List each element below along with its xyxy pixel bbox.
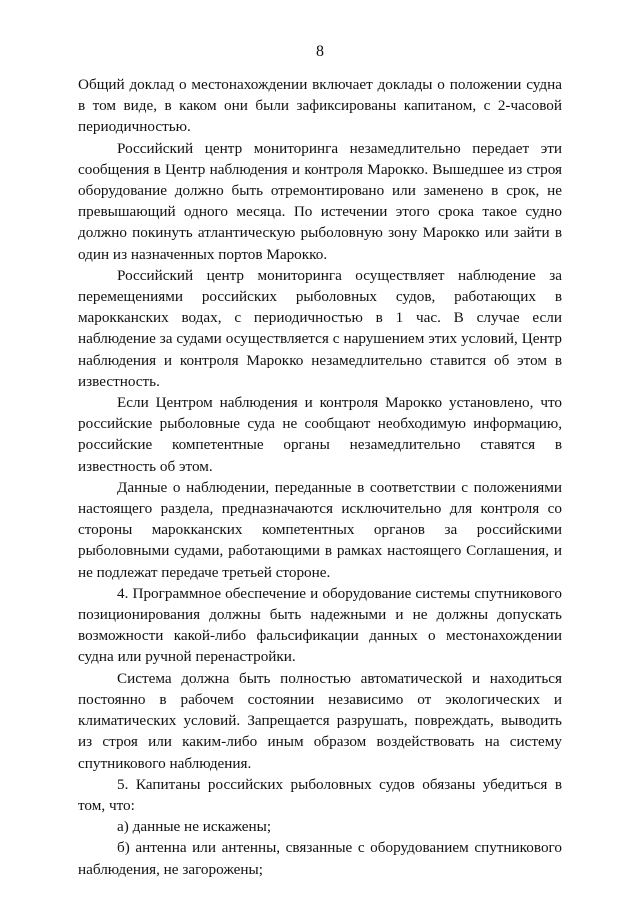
paragraph-section-5-captains-duty: 5. Капитаны российских рыболовных судов обязаны убедиться в том, что: xyxy=(78,775,562,814)
document-body xyxy=(78,74,562,880)
paragraph-general-report: Общий доклад о местонахождении включает доклады о положении судна в том виде, в каком они были зафиксированы капитаном, с 2-часовой периодичностью. xyxy=(78,76,562,136)
paragraph-vessel-tracking-frequency: Российский центр мониторинга осуществляет наблюдение за перемещениями российских рыболовных судов, работающих в марокканских водах, с периодичностью в 1 час. В случае если наблюдение за судами осуществляется с нарушением этих условий, Центр наблюдения и контроля Марокко незамедлительно ставится об этом в известность. xyxy=(78,266,562,390)
list-item-b: б) антенна или антенны, связанные с оборудованием спутникового наблюдения, не загорожены; xyxy=(78,839,562,878)
page-number: 8 xyxy=(316,43,324,60)
paragraph-monitoring-center-transmission: Российский центр мониторинга незамедлительно передает эти сообщения в Центр наблюдения и контроля Марокко. Вышедшее из строя оборудование должно быть отремонтировано или заменено в срок, не превышающий одного месяца. По истечении этого срока такое судно должно покинуть атлантическую рыболовную зону Марокко или зайти в один из назначенных портов Марокко. xyxy=(78,139,562,263)
paragraph-data-usage: Данные о наблюдении, переданные в соответствии с положениями настоящего раздела, предназначаются исключительно для контроля со стороны марокканских компетентных органов за российскими рыболовными судами, работающими в рамках настоящего Соглашения, и не подлежат передаче третьей стороне. xyxy=(78,478,562,581)
paragraph-missing-information: Если Центром наблюдения и контроля Марокко установлено, что российские рыболовные суда не сообщают необходимую информацию, российские компетентные органы незамедлительно ставятся в известность об этом. xyxy=(78,394,562,475)
paragraph-section-4-software-reliability: 4. Программное обеспечение и оборудование системы спутникового позиционирования должны быть надежными и не должны допускать возможности какой-либо фальсификации данных о местонахождении судна или ручной перенастройки. xyxy=(78,584,562,666)
paragraph-automatic-system: Система должна быть полностью автоматической и находиться постоянно в рабочем состоянии независимо от экологических и климатических условий. Запрещается разрушать, повреждать, выводить из строя или каким-либо иным образом воздействовать на систему спутникового наблюдения. xyxy=(78,669,562,772)
list-item-a: а) данные не искажены; xyxy=(117,818,272,836)
